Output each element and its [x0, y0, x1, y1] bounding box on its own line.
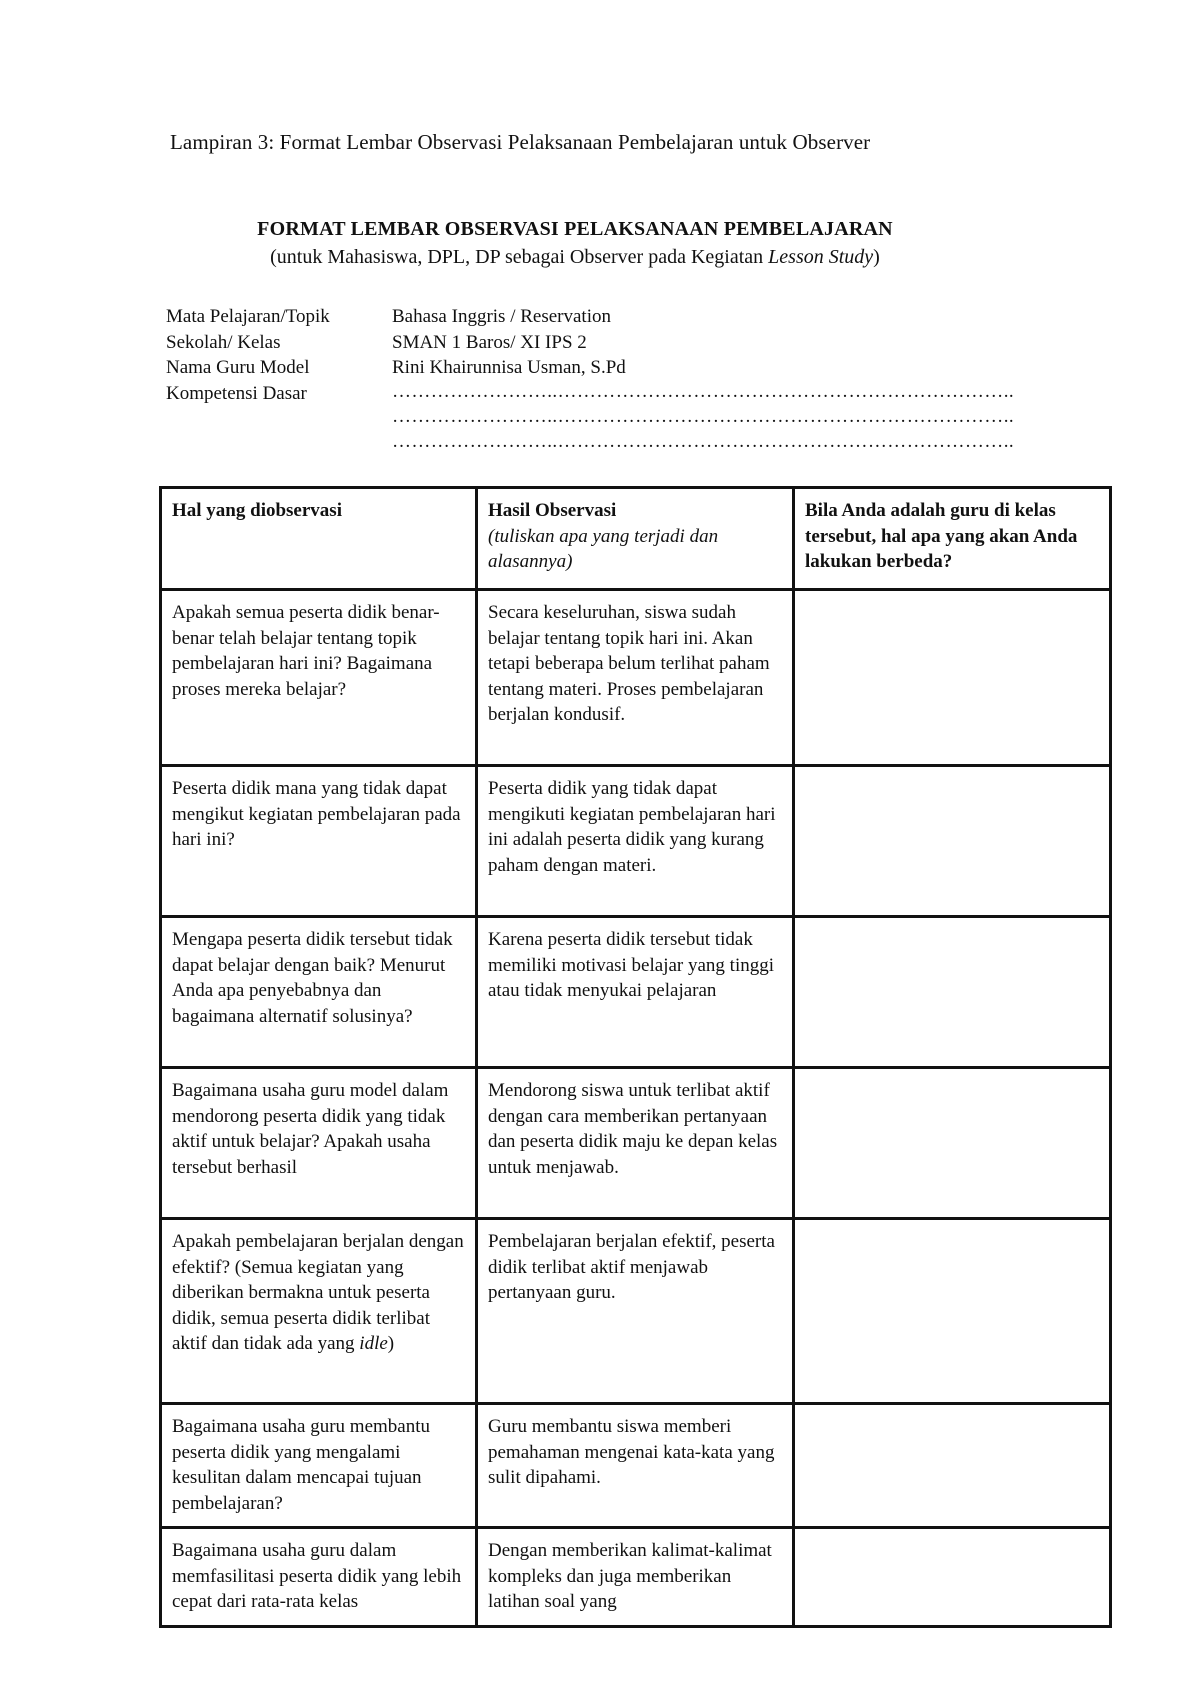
dotted-line: ……………………..……………………………………………………………..	[392, 406, 1014, 427]
question-text: Apakah pembelajaran berjalan dengan efektif? (Semua kegiatan yang diberikan bermakna untuk peserta didik, semua peserta didik terlibat aktif dan tidak ada yang	[172, 1231, 464, 1354]
question-cell: Bagaimana usaha guru dalam memfasilitasi peserta didik yang lebih cepat dari rata-rata kelas	[161, 1528, 477, 1627]
table-row	[161, 917, 1111, 1068]
question-cell	[161, 1219, 477, 1404]
question-close: )	[387, 1333, 395, 1354]
observation-table	[159, 486, 1112, 1628]
table-row	[161, 766, 1111, 917]
question-cell: Bagaimana usaha guru membantu peserta didik yang mengalami kesulitan dalam mencapai tujuan pembelajaran?	[161, 1404, 477, 1528]
result-cell: Secara keseluruhan, siswa sudah belajar tentang topik hari ini. Akan tetapi beberapa belum terlihat paham tentang materi. Proses pembelajaran berjalan kondusif.	[477, 590, 794, 766]
result-cell: Pembelajaran berjalan efektif, peserta didik terlibat aktif menjawab pertanyaan guru.	[477, 1219, 794, 1404]
dotted-line: ……………………..……………………………………………………………..	[392, 431, 1014, 452]
table-row	[161, 1068, 1111, 1219]
result-cell: Mendorong siswa untuk terlibat aktif dengan cara memberikan pertanyaan dan peserta didik maju ke depan kelas untuk menjawab.	[477, 1068, 794, 1219]
subtitle-italic: Lesson Study	[768, 246, 874, 268]
result-cell: Dengan memberikan kalimat-kalimat kompleks dan juga memberikan latihan soal yang	[477, 1528, 794, 1627]
meta-label: Mata Pelajaran/Topik	[166, 306, 330, 327]
table-row	[161, 590, 1111, 766]
form-title: FORMAT LEMBAR OBSERVASI PELAKSANAAN PEMBELAJARAN	[257, 218, 893, 240]
action-cell[interactable]	[794, 917, 1111, 1068]
form-subtitle	[0, 246, 1040, 269]
action-cell[interactable]	[794, 590, 1111, 766]
meta-label: Nama Guru Model	[166, 357, 310, 378]
table-header-row	[161, 488, 1111, 590]
meta-label: Kompetensi Dasar	[166, 382, 307, 404]
subtitle-text: (untuk Mahasiswa, DPL, DP sebagai Observer pada Kegiatan	[270, 246, 769, 268]
action-cell[interactable]	[794, 766, 1111, 917]
question-cell: Mengapa peserta didik tersebut tidak dapat belajar dengan baik? Menurut Anda apa penyebabnya dan bagaimana alternatif solusinya?	[161, 917, 477, 1068]
result-cell: Guru membantu siswa memberi pemahaman mengenai kata-kata yang sulit dipahami.	[477, 1404, 794, 1528]
subtitle-close: )	[873, 246, 880, 268]
meta-value: SMAN 1 Baros/ XI IPS 2	[392, 331, 587, 353]
action-cell[interactable]	[794, 1219, 1111, 1404]
action-cell[interactable]	[794, 1068, 1111, 1219]
question-cell: Peserta didik mana yang tidak dapat mengikut kegiatan pembelajaran pada hari ini?	[161, 766, 477, 917]
header-result-note: (tuliskan apa yang terjadi dan alasannya)	[488, 525, 719, 572]
result-cell: Peserta didik yang tidak dapat mengikuti kegiatan pembelajaran hari ini adalah peserta didik yang kurang paham dengan materi.	[477, 766, 794, 917]
table-row	[161, 1528, 1111, 1627]
dotted-line: ……………………..……………………………………………………………..	[392, 381, 1014, 402]
table-row	[161, 1219, 1111, 1404]
header-observation-result	[477, 488, 794, 590]
meta-value: Rini Khairunnisa Usman, S.Pd	[392, 357, 626, 378]
action-cell[interactable]	[794, 1528, 1111, 1627]
question-italic: idle	[359, 1333, 388, 1354]
action-cell[interactable]	[794, 1404, 1111, 1528]
question-cell: Apakah semua peserta didik benar-benar telah belajar tentang topik pembelajaran hari ini? Bagaimana proses mereka belajar?	[161, 590, 477, 766]
result-cell: Karena peserta didik tersebut tidak memiliki motivasi belajar yang tinggi atau tidak menyukai pelajaran	[477, 917, 794, 1068]
question-cell: Bagaimana usaha guru model dalam mendorong peserta didik yang tidak aktif untuk belajar? Apakah usaha tersebut berhasil	[161, 1068, 477, 1219]
header-result-title: Hasil Observasi	[488, 500, 617, 521]
appendix-caption: Lampiran 3: Format Lembar Observasi Pelaksanaan Pembelajaran untuk Observer	[170, 130, 871, 154]
header-observed-item: Hal yang diobservasi	[161, 488, 477, 590]
meta-label: Sekolah/ Kelas	[166, 331, 281, 353]
meta-value: Bahasa Inggris / Reservation	[392, 306, 611, 327]
table-row	[161, 1404, 1111, 1528]
header-teacher-action: Bila Anda adalah guru di kelas tersebut, hal apa yang akan Anda lakukan berbeda?	[794, 488, 1111, 590]
